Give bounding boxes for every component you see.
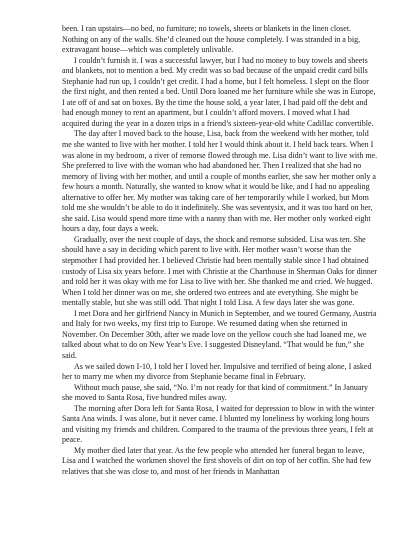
paragraph-9: My mother died later that year. As the few people who attended her funeral began to leave, Lisa and I watched the workmen shovel the first shovels of dirt on top of her coffin. She had few relatives that she was close to, and most of her friends in Manhattan <box>62 445 372 476</box>
paragraph-2: I couldn’t furnish it. I was a successful lawyer, but I had no money to buy towels and sheets and blankets, not to mention a bed. My credit was so bad because of the unpaid credit card bills Stephanie had run up, I couldn’t get credit. I had a home, but I felt homeless. I slept on the floor the first night, and then rented a bed. Until Dora loaned me her furniture while she was in Europe, I ate off of and sat on boxes. By the time the house sold, a year later, I had paid off the debt and had enough money to rent an apartment, but I couldn’t afford movers. I moved what I had acquired during the year in a dozen trips in a friend’s sixteen-year-old white Cadillac convertible. <box>62 55 376 128</box>
paragraph-3: The day after I moved back to the house, Lisa, back from the weekend with her mother, told me she wanted to live with her mother. I told her I would think about it. I held back tears. When I was alone in my bedroom, a river of remorse flowed through me. Lisa didn’t want to live with me. She preferred to live with the woman who had abandoned her. Then I realized that she had no memory of living with her mother, and until a couple of months earlier, she saw her mother only a few hours a month. Naturally, she wanted to know what it would be like, and I had no appealing alternative to offer her. My mother was taking care of her temporarily while I worked, but Mom told me she wouldn’t be able to do it indefinitely. She was seventysix, and it was too hard on her, she said. Lisa would spend more time with a nanny than with me. Her mother only worked eight hours a day, four days a week. <box>62 129 378 234</box>
paragraph-6: As we sailed down I-10, I told her I loved her. Impulsive and terrified of being alone, I asked her to marry me when my divorce from Stephanie became final in February. <box>62 361 372 382</box>
paragraph-5: I met Dora and her girlfriend Nancy in Munich in September, and we toured Germany, Austria and Italy for two weeks, my first trip to Europe. We resumed dating when she returned in November. On December 30th, after we made love on the yellow couch she had loaned me, we talked about what to do on New Year’s Eve. I suggested Disneyland. “That would be fun,” she said. <box>62 308 377 360</box>
paragraph-8: The morning after Dora left for Santa Rosa, I waited for depression to blow in with the winter Santa Ana winds. I was alone, but it never came. I blunted my loneliness by working long hours and visiting my friends and children. Compared to the trauma of the previous three years, I felt at peace. <box>62 403 375 445</box>
paragraph-7: Without much pause, she said, “No. I’m not ready for that kind of commitment.” In January she moved to Santa Rosa, five hundred miles away. <box>62 382 369 403</box>
body-text <box>62 24 378 478</box>
paragraph-1: been. I ran upstairs—no bed, no furniture; no towels, sheets or blankets in the linen closet. Nothing on any of the walls. She’d cleaned out the house completely. I was stranded in a big, extravagant house—which was completely unlivable. <box>62 24 361 55</box>
paragraph-4: Gradually, over the next couple of days, the shock and remorse subsided. Lisa was ten. She should have a say in deciding which parent to live with. Her mother wasn’t worse than the stepmother I had provided her. I believed Christie had been mentally stable since I had obtained custody of Lisa six years before. I met with Christie at the Charthouse in Sherman Oaks for dinner and told her it was okay with me for Lisa to live with her. She thanked me and cried. We hugged. When I told her dinner was on me, she ordered two entrees and ate everything. She might be mentally stable, but she was still odd. That night I told Lisa. A few days later she was gone. <box>62 234 378 308</box>
